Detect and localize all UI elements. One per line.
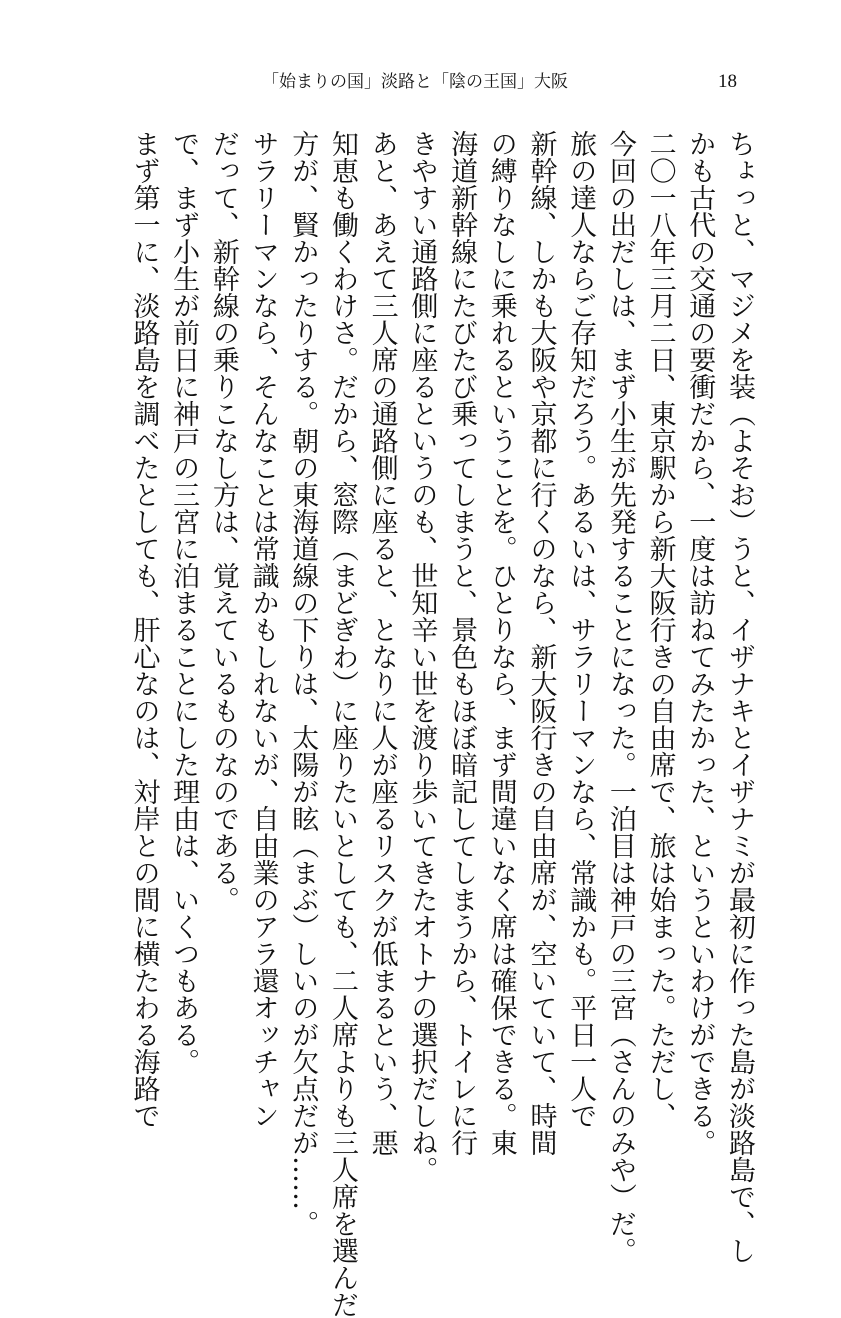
text-line: だって、新幹線の乗りこなし方は、覚えているものなのである。 bbox=[207, 130, 239, 913]
vertical-body-text bbox=[124, 130, 759, 1318]
text-line: 知恵も働くわけさ。だから、窓際（まどぎわ）に座りたいとしても、二人席よりも三人席を選んだ bbox=[326, 130, 358, 1318]
text-line: で、まず小生が前日に神戸の三宮に泊まることにした理由は、いくつもある。 bbox=[168, 130, 200, 1075]
text-line: 海道新幹線にたびたび乗ってしまうと、景色もほぼ暗記してしまうから、トイレに行 bbox=[446, 130, 478, 1156]
text-line: 新幹線、しかも大阪や京都に行くのなら、新大阪行きの自由席が、空いていて、時間 bbox=[525, 130, 557, 1156]
text-line: 二〇一八年三月二日、東京駅から新大阪行きの自由席で、旅は始まった。ただし、 bbox=[644, 130, 676, 1129]
text-line: 方が、賢かったりする。朝の東海道線の下りは、太陽が眩（まぶ）しいのが欠点だが……。 bbox=[287, 130, 319, 1237]
text-line: サラリーマンなら、そんなことは常識かもしれないが、自由業のアラ還オッチャン bbox=[247, 130, 279, 1129]
text-line: きやすい通路側に座るというのも、世知辛い世を渡り歩いてきたオトナの選択だしね。 bbox=[406, 130, 438, 1183]
text-line: ちょっと、マジメを装（よそお）うと、イザナキとイザナミが最初に作った島が淡路島で、し bbox=[724, 130, 755, 1264]
page-number: 18 bbox=[718, 71, 737, 92]
text-line: の縛りなしに乗れるということを。ひとりなら、まず間違いなく席は確保できる。東 bbox=[485, 130, 517, 1156]
text-line: 旅の達人ならご存知だろう。あるいは、サラリーマンなら、常識かも。平日一人で bbox=[565, 130, 597, 1129]
running-header-title: 「始まりの国」淡路と「陰の王国」大阪 bbox=[262, 72, 568, 92]
text-line: 今回の出だしは、まず小生が先発することになった。一泊目は神戸の三宮（さんのみや）だ。 bbox=[604, 130, 636, 1264]
text-line: まず第一に、淡路島を調べたとしても、肝心なのは、対岸との間に横たわる海路で bbox=[128, 130, 160, 1129]
text-line: かも古代の交通の要衝だから、一度は訪ねてみたかった、というといわけができる。 bbox=[684, 130, 716, 1156]
text-line: あと、あえて三人席の通路側に座ると、となりに人が座るリスクが低まるという、悪 bbox=[366, 130, 398, 1156]
